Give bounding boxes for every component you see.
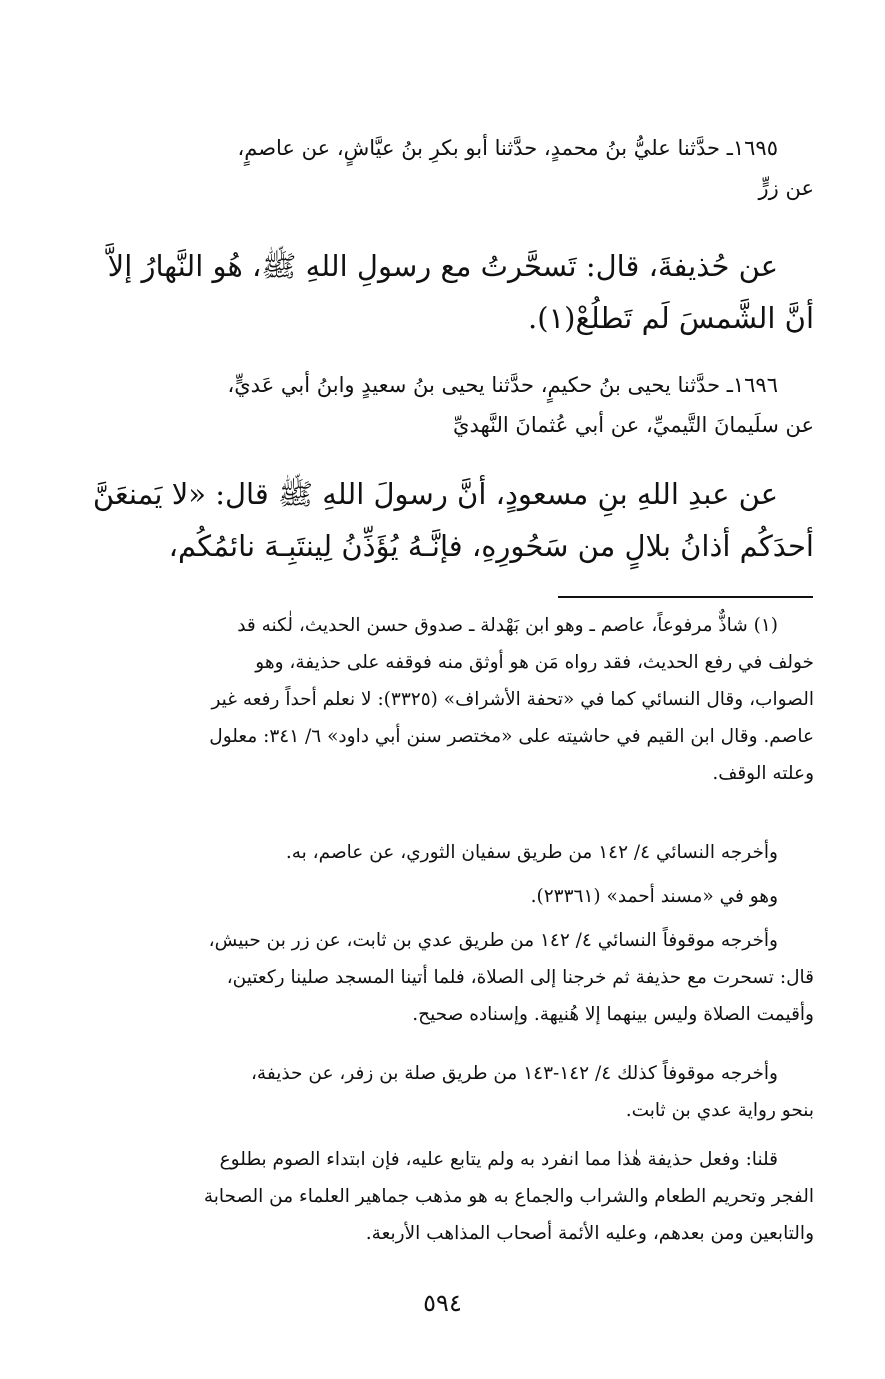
footnote-separator	[558, 596, 813, 598]
footnote-line: قلنا: وفعل حذيفة هٰذا مما انفرد به ولم يتابع عليه، فإن ابتداء الصوم بطلوع	[219, 1149, 778, 1170]
footnote-mawquf-adi	[92, 922, 814, 1033]
isnad-line: ١٦٩٥ـ حدَّثنا عليُّ بنُ محمدٍ، حدَّثنا أبو بكرِ بنُ عيَّاشٍ، عن عاصمٍ،	[237, 136, 778, 160]
footnote-mawquf-sila	[92, 1055, 814, 1129]
footnote-line: الفجر وتحريم الطعام والشراب والجماع به هو مذهب جماهير العلماء من الصحابة	[203, 1186, 814, 1207]
matn-line: عن حُذيفةَ، قال: تَسحَّرتُ مع رسولِ اللهِ ﷺ، هُو النَّهارُ إلاَّ	[107, 249, 778, 283]
page-number: ٥٩٤	[423, 1289, 462, 1317]
footnote-qulna	[92, 1141, 814, 1252]
hadith-1696-isnad	[92, 365, 814, 445]
footnote-line: والتابعين ومن بعدهم، وعليه الأئمة أصحاب المذاهب الأربعة.	[365, 1223, 814, 1244]
footnote-line: الصواب، وقال النسائي كما في «تحفة الأشراف» (٣٣٢٥): لا نعلم أحداً رفعه غير	[211, 689, 814, 710]
footnote-line: بنحو رواية عدي بن ثابت.	[625, 1100, 814, 1121]
footnote-line: وهو في «مسند أحمد» (٢٣٣٦١).	[530, 886, 778, 907]
footnote-line: وأخرجه موقوفاً النسائي ٤/ ١٤٢ من طريق عدي بن ثابت، عن زر بن حبيش،	[208, 930, 778, 951]
footnote-line: قال: تسحرت مع حذيفة ثم خرجنا إلى الصلاة، فلما أتينا المسجد صلينا ركعتين،	[226, 967, 814, 988]
footnote-line: خولف في رفع الحديث، فقد رواه مَن هو أوثق منه فوقفه على حذيفة، وهو	[255, 652, 814, 673]
footnote-line: وعلته الوقف.	[712, 763, 814, 784]
footnote-line: (١) شاذٌّ مرفوعاً، عاصم ـ وهو ابن بَهْدلة ـ صدوق حسن الحديث، لٰكنه قد	[237, 615, 778, 636]
hadith-1695-matn	[92, 240, 814, 344]
footnote-1	[92, 607, 814, 792]
footnote-line: وأخرجه موقوفاً كذلك ٤/ ١٤٢-١٤٣ من طريق صلة بن زفر، عن حذيفة،	[250, 1063, 778, 1084]
matn-line: عن عبدِ اللهِ بنِ مسعودٍ، أنَّ رسولَ اللهِ ﷺ قال: «لا يَمنعَنَّ	[92, 477, 778, 511]
isnad-line: عن سلَيمانَ التَّيميِّ، عن أبي عُثمانَ النَّهديِّ	[453, 413, 814, 437]
isnad-line: عن زرٍّ	[758, 176, 814, 200]
matn-line: أنَّ الشَّمسَ لَم تَطلُعْ(١).	[528, 301, 814, 335]
isnad-line: ١٦٩٦ـ حدَّثنا يحيى بنُ حكيمٍ، حدَّثنا يحيى بنُ سعيدٍ وابنُ أبي عَديٍّ،	[227, 373, 778, 397]
footnote-line: وأخرجه النسائي ٤/ ١٤٢ من طريق سفيان الثوري، عن عاصم، به.	[285, 842, 778, 863]
hadith-1695-isnad	[92, 128, 814, 208]
footnote-musnad-ahmad	[92, 878, 814, 915]
footnote-line: وأقيمت الصلاة وليس بينهما إلا هُنيهة. وإسناده صحيح.	[412, 1004, 814, 1025]
matn-line: أحدَكُم أذانُ بلالٍ من سَحُورِهِ، فإنَّـهُ يُؤَذِّنُ لِينتَبِـهَ نائمُكُم،	[168, 529, 814, 563]
footnote-line: عاصم. وقال ابن القيم في حاشيته على «مختصر سنن أبي داود» ٦/ ٣٤١: معلول	[209, 726, 814, 747]
footnote-nasai-thawri	[92, 834, 814, 871]
hadith-1696-matn	[92, 468, 814, 572]
